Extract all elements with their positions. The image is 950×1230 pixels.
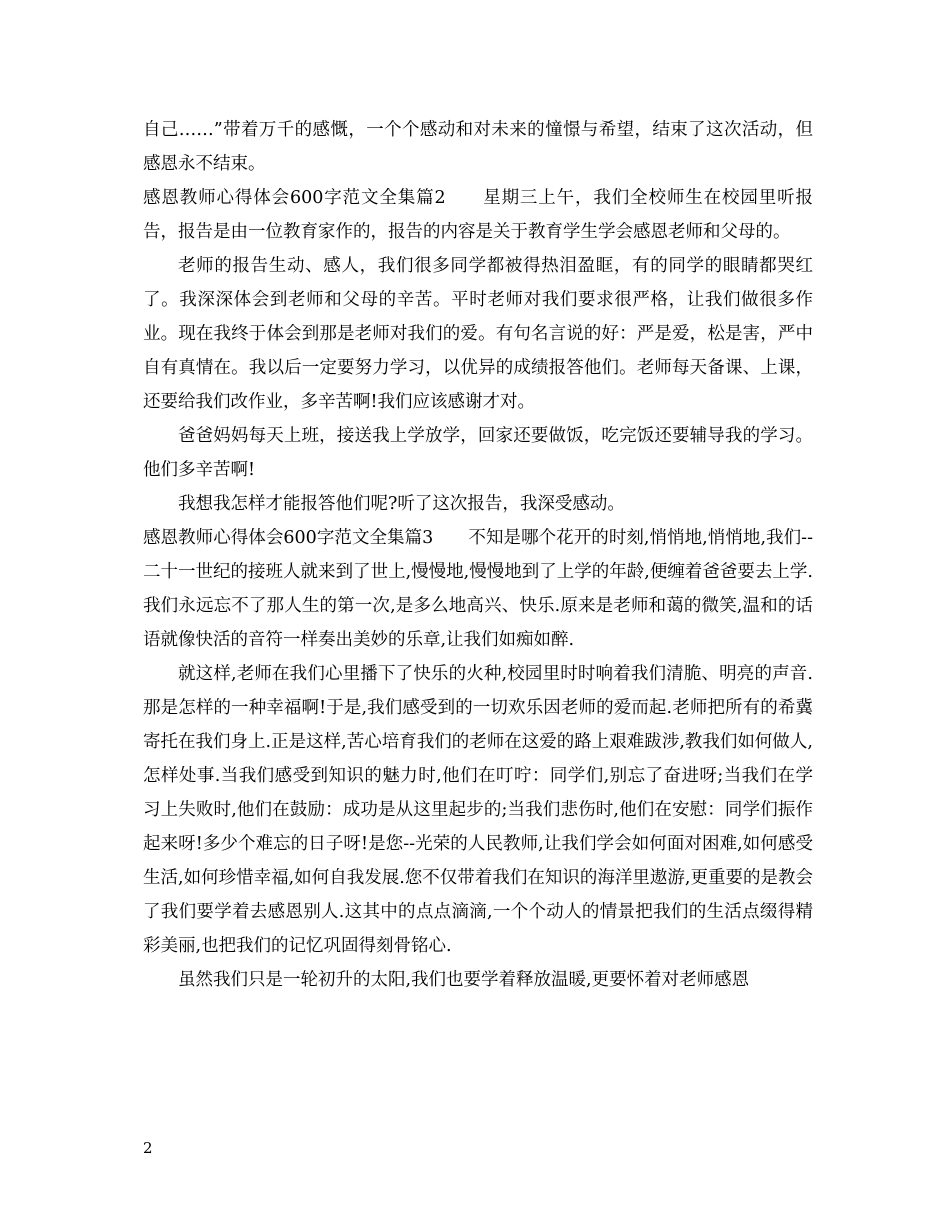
paragraph-5: 我想我怎样才能报答他们呢?听了这次报告，我深受感动。 [178, 494, 625, 514]
paragraph-6: 感恩教师心得体会600字范文全集篇3 不知是哪个花开的时刻,悄悄地,悄悄地,我们--二十一世纪的接班人就来到了世上,慢慢地,慢慢地到了上学的年龄,便缠着爸爸要去上学.我们永远忘不了那人生的第一次,是多么地高兴、快乐.原来是老师和蔼的微笑,温和的话语就像快活的音符一样奏出美妙的乐章,让我们如痴如醉. [143, 528, 813, 650]
paragraph-2: 感恩教师心得体会600字范文全集篇2 星期三上午，我们全校师生在校园里听报告，报告是由一位教育家作的，报告的内容是关于教育学生学会感恩老师和父母的。 [143, 188, 813, 242]
paragraph-4: 爸爸妈妈每天上班，接送我上学放学，回家还要做饭，吃完饭还要辅导我的学习。他们多辛苦啊! [143, 426, 813, 480]
document-body [143, 113, 813, 997]
page-number: 2 [143, 1139, 153, 1157]
paragraph-3: 老师的报告生动、感人，我们很多同学都被得热泪盈眶，有的同学的眼睛都哭红了。我深深体会到老师和父母的辛苦。平时老师对我们要求很严格，让我们做很多作业。现在我终于体会到那是老师对我们的爱。有句名言说的好：严是爱，松是害，严中自有真情在。我以后一定要努力学习，以优异的成绩报答他们。老师每天备课、上课，还要给我们改作业，多辛苦啊!我们应该感谢才对。 [143, 256, 813, 412]
paragraph-7: 就这样,老师在我们心里播下了快乐的火种,校园里时时响着我们清脆、明亮的声音.那是怎样的一种幸福啊!于是,我们感受到的一切欢乐因老师的爱而起.老师把所有的希冀寄托在我们身上.正是这样,苦心培育我们的老师在这爱的路上艰难跋涉,教我们如何做人,怎样处事.当我们感受到知识的魅力时,他们在叮咛：同学们,别忘了奋进呀;当我们在学习上失败时,他们在鼓励：成功是从这里起步的;当我们悲伤时,他们在安慰：同学们振作起来呀!多少个难忘的日子呀!是您--光荣的人民教师,让我们学会如何面对困难,如何感受生活,如何珍惜幸福,如何自我发展.您不仅带着我们在知识的海洋里遨游,更重要的是教会了我们要学着去感恩别人.这其中的点点滴滴,一个个动人的情景把我们的生活点缀得精彩美丽,也把我们的记忆巩固得刻骨铭心. [143, 664, 813, 956]
paragraph-8: 虽然我们只是一轮初升的太阳,我们也要学着释放温暖,更要怀着对老师感恩 [178, 970, 750, 990]
paragraph-1: 自己……”带着万千的感慨，一个个感动和对未来的憧憬与希望，结束了这次活动，但感恩永不结束。 [143, 120, 813, 174]
